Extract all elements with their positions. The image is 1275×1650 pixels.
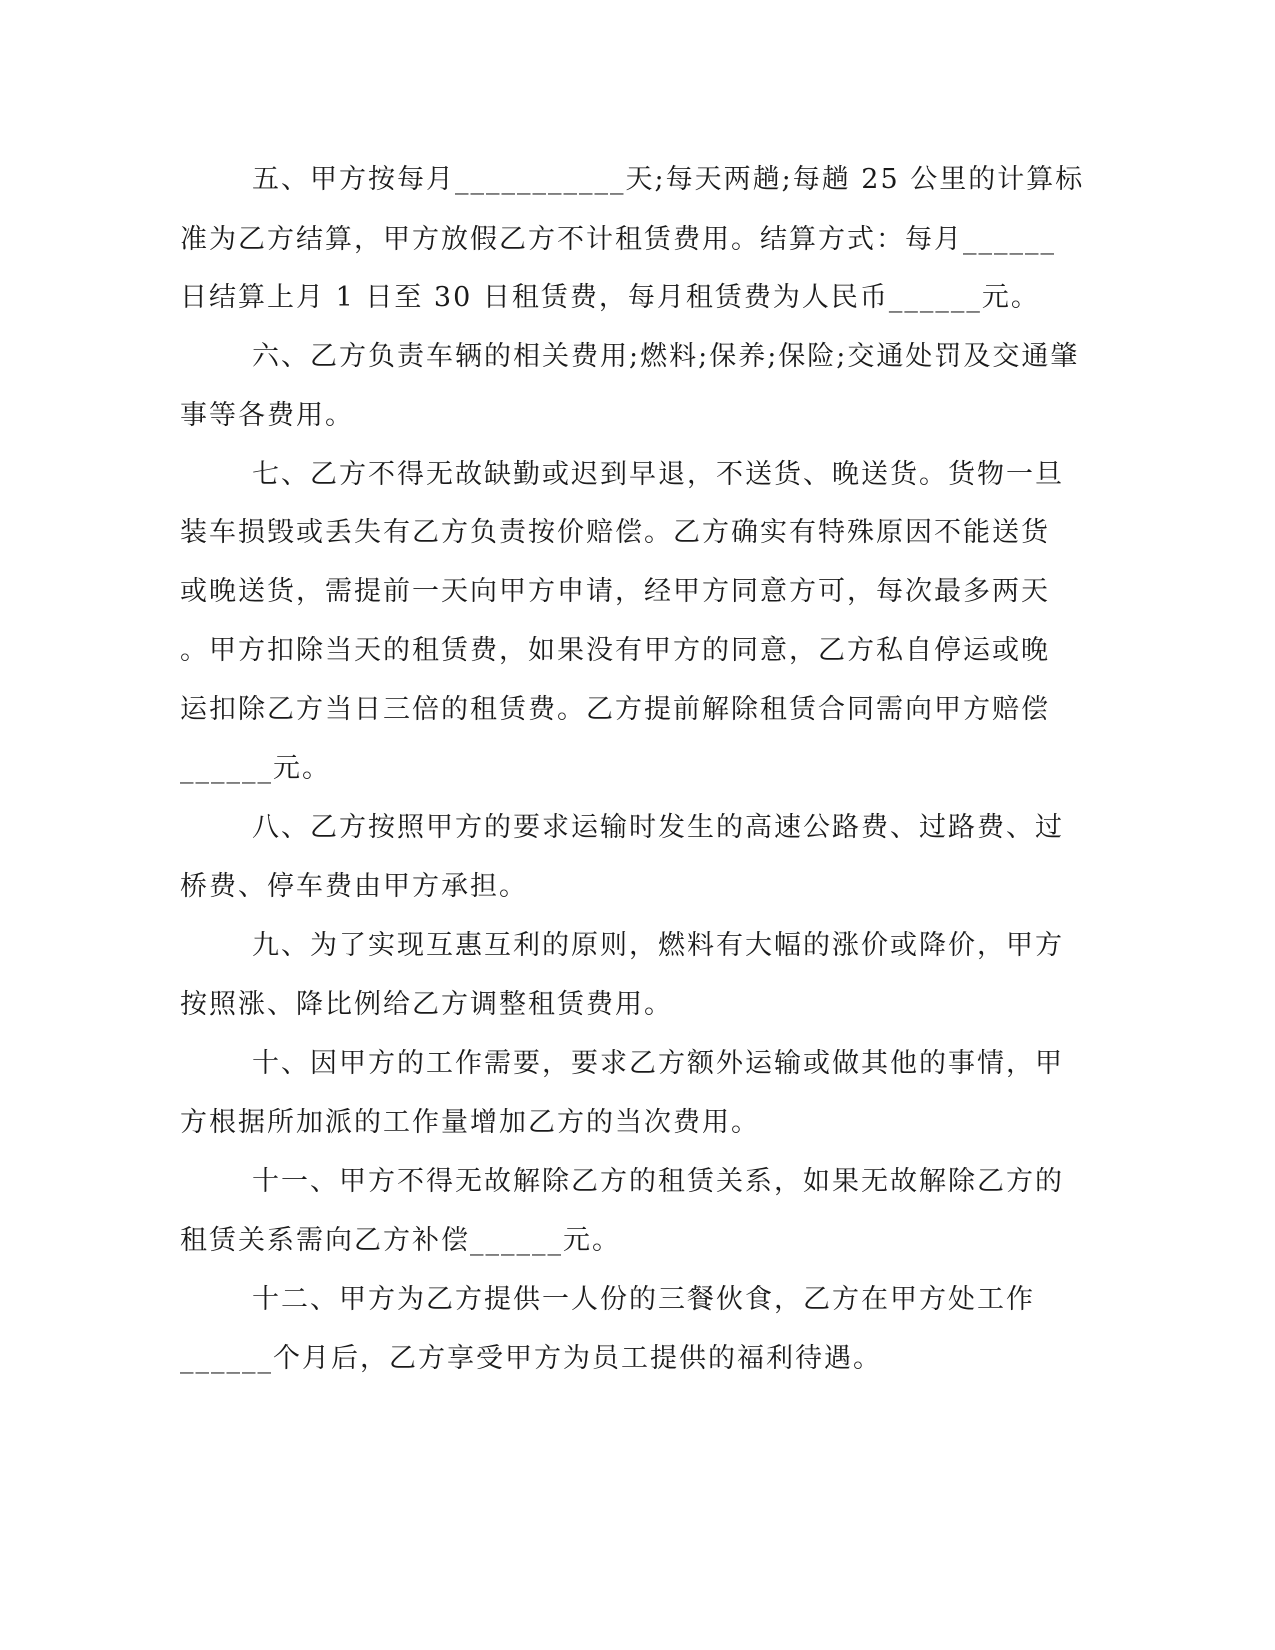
clause-7-line-3: 或晚送货，需提前一天向甲方申请，经甲方同意方可，每次最多两天 <box>180 576 1050 607</box>
clause-8-line-2: 桥费、停车费由甲方承担。 <box>180 871 528 902</box>
clause-5-line-3: 日结算上月 1 日至 30 日租赁费，每月租赁费为人民币______元。 <box>180 282 1040 313</box>
clause-9-line-1: 九、为了实现互惠互利的原则，燃料有大幅的涨价或降价，甲方 <box>252 930 1064 961</box>
clause-5-line-2: 准为乙方结算，甲方放假乙方不计租赁费用。结算方式：每月______ <box>180 224 1056 255</box>
clause-6-line-2: 事等各费用。 <box>180 400 354 431</box>
clause-9-line-2: 按照涨、降比例给乙方调整租赁费用。 <box>180 989 673 1020</box>
clause-5-line-1: 五、甲方按每月___________天;每天两趟;每趟 25 公里的计算标 <box>252 164 1085 195</box>
clause-12-line-1: 十二、甲方为乙方提供一人份的三餐伙食，乙方在甲方处工作 <box>252 1284 1035 1315</box>
clause-7-line-2: 装车损毁或丢失有乙方负责按价赔偿。乙方确实有特殊原因不能送货 <box>180 517 1050 548</box>
clause-12-line-2: ______个月后，乙方享受甲方为员工提供的福利待遇。 <box>180 1343 882 1374</box>
clause-11-line-1: 十一、甲方不得无故解除乙方的租赁关系，如果无故解除乙方的 <box>252 1166 1064 1197</box>
clause-7-line-6: ______元。 <box>180 753 331 784</box>
clause-7-line-5: 运扣除乙方当日三倍的租赁费。乙方提前解除租赁合同需向甲方赔偿 <box>180 694 1050 725</box>
clause-10-line-2: 方根据所加派的工作量增加乙方的当次费用。 <box>180 1107 760 1138</box>
clause-8-line-1: 八、乙方按照甲方的要求运输时发生的高速公路费、过路费、过 <box>252 812 1064 843</box>
clause-7-line-4: 。甲方扣除当天的租赁费，如果没有甲方的同意，乙方私自停运或晚 <box>180 635 1050 666</box>
clause-7-line-1: 七、乙方不得无故缺勤或迟到早退，不送货、晚送货。货物一旦 <box>252 459 1064 490</box>
clause-10-line-1: 十、因甲方的工作需要，要求乙方额外运输或做其他的事情，甲 <box>252 1048 1064 1079</box>
clause-6-line-1: 六、乙方负责车辆的相关费用;燃料;保养;保险;交通处罚及交通肇 <box>252 341 1080 372</box>
clause-11-line-2: 租赁关系需向乙方补偿______元。 <box>180 1225 621 1256</box>
